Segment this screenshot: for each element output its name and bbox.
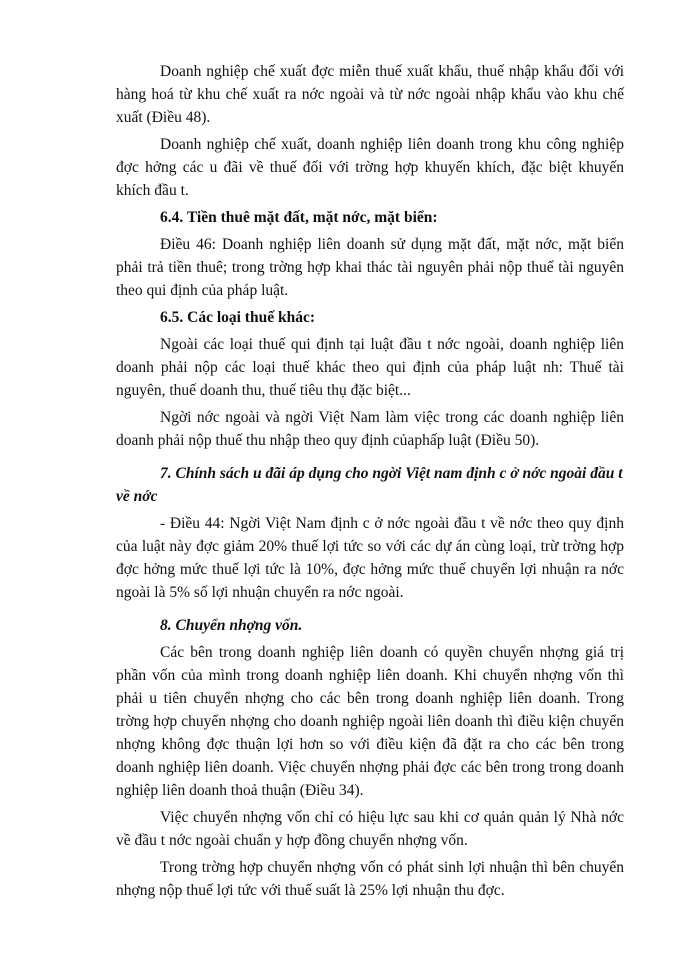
paragraph-article-44: - Điều 44: Ngời Việt Nam định c ở nớc ngoài đầu t về nớc theo quy định của luật này đợc giảm 20% thuế lợi tức so với các dự án cùng loại, trừ trờng hợp đợc hởng mức thuế lợi tức là 10%, đợc hởng mức thuế chuyển lợi nhuận ra nớc ngoài là 5% số lợi nhuận chuyển ra nớc ngoài. [116,515,624,601]
paragraph-income-tax: Ngời nớc ngoài và ngời Việt Nam làm việc trong các doanh nghiệp liên doanh phải nộp thuế thu nhập theo quy định củaphấp luật (Điều 50). [116,409,624,449]
paragraph-other-taxes: Ngoài các loại thuế qui định tại luật đầu t nớc ngoài, doanh nghiệp liên doanh phải nộp các loại thuế khác theo qui định của pháp luật nh: Thuế tài nguyên, thuế doanh thu, thuế tiêu thụ đặc biệt... [116,336,624,399]
document-page [116,60,624,906]
paragraph-export-processing-tax: Doanh nghiệp chế xuất đợc miễn thuế xuất khẩu, thuế nhập khẩu đối với hàng hoá từ khu chế xuất ra nớc ngoài và từ nớc ngoài nhập khẩu vào khu chế xuất (Điều 48). [116,63,624,126]
heading-6-5: 6.5. Các loại thuế khác: [160,309,315,326]
paragraph-transfer-validity: Việc chuyển nhợng vốn chỉ có hiệu lực sau khi cơ quản quản lý Nhà nớc về đầu t nớc ngoài chuẩn y hợp đồng chuyển nhợng vốn. [116,809,624,849]
heading-8: 8. Chuyển nhợng vốn. [160,617,303,634]
paragraph-article-46: Điều 46: Doanh nghiệp liên doanh sử dụng mặt đất, mặt nớc, mặt biển phải trả tiền thuê; trong trờng hợp khai thác tài nguyên phải nộp thuế tài nguyên theo qui định của pháp luật. [116,236,624,299]
paragraph-transfer-profit-tax: Trong trờng hợp chuyển nhợng vốn có phát sinh lợi nhuận thì bên chuyển nhợng nộp thuế lợi tức với thuế suất là 25% lợi nhuận thu đợc. [116,859,624,899]
heading-6-4: 6.4. Tiền thuê mặt đất, mặt nớc, mặt biển: [160,209,438,226]
paragraph-industrial-zone-incentives: Doanh nghiệp chế xuất, doanh nghiệp liên doanh trong khu công nghiệp đợc hởng các u đãi về thuế đối với trờng hợp khuyến khích, đặc biệt khuyến khích đầu t. [116,136,624,199]
heading-7: 7. Chính sách u đãi áp dụng cho ngời Việt nam định c ở nớc ngoài đầu t về nớc [116,465,623,505]
paragraph-capital-transfer: Các bên trong doanh nghiệp liên doanh có quyền chuyển nhợng giá trị phần vốn của mình trong doanh nghiệp liên doanh. Khi chuyển nhợng vốn thì phải u tiên chuyển nhợng cho các bên trong doanh nghiệp liên doanh. Trong trờng hợp chuyển nhợng cho doanh nghiệp ngoài liên doanh thì điều kiện chuyển nhợng không đợc thuận lợi hơn so với điều kiện đã đặt ra cho các bên trong doanh nghiệp liên doanh. Việc chuyển nhợng phải đợc các bên trong trong doanh nghiệp liên doanh thoả thuận (Điều 34). [116,644,624,799]
